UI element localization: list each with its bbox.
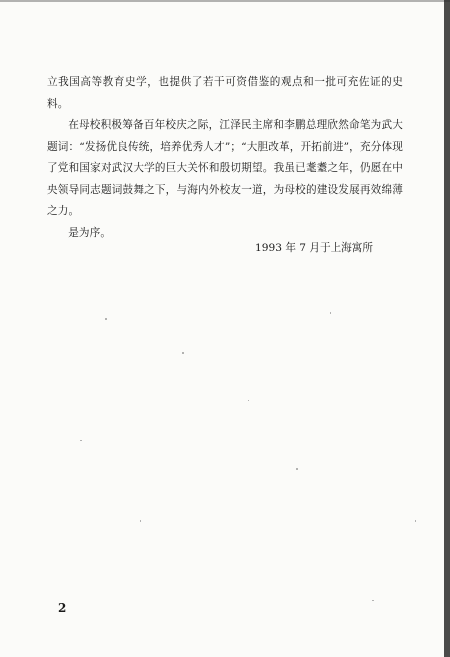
- scan-speck: [140, 520, 141, 522]
- page-number: 2: [58, 601, 67, 615]
- scan-edge-top: [0, 0, 450, 2]
- paragraph-continuation: 立我国高等教育史学，也提供了若干可资借鉴的观点和一批可充佐证的史料。: [47, 76, 403, 110]
- scan-speck: [372, 600, 374, 601]
- scan-speck: [330, 312, 331, 314]
- preface-body: [47, 72, 403, 244]
- scan-speck: [296, 468, 298, 470]
- date-place-signature: 1993 年 7 月于上海寓所: [255, 242, 373, 254]
- scan-edge-right: [444, 0, 450, 657]
- scan-speck: [415, 520, 416, 522]
- scan-speck: [248, 400, 249, 401]
- paragraph-closing: 是为序。: [68, 226, 112, 239]
- paragraph-inscription: 在母校积极筹备百年校庆之际，江泽民主席和李鹏总理欣然命笔为武大题词：“发扬优良传统，培养优秀人才”；“大胆改革，开拓前进”，充分体现了党和国家对武汉大学的巨大关怀和殷切期望。我虽已耄耋之年，仍愿在中央领导同志题词鼓舞之下，与海内外校友一道，为母校的建设发展再效绵薄之力。: [47, 119, 403, 217]
- scan-speck: [80, 440, 82, 441]
- scan-speck: [182, 352, 184, 354]
- scan-speck: [105, 318, 107, 320]
